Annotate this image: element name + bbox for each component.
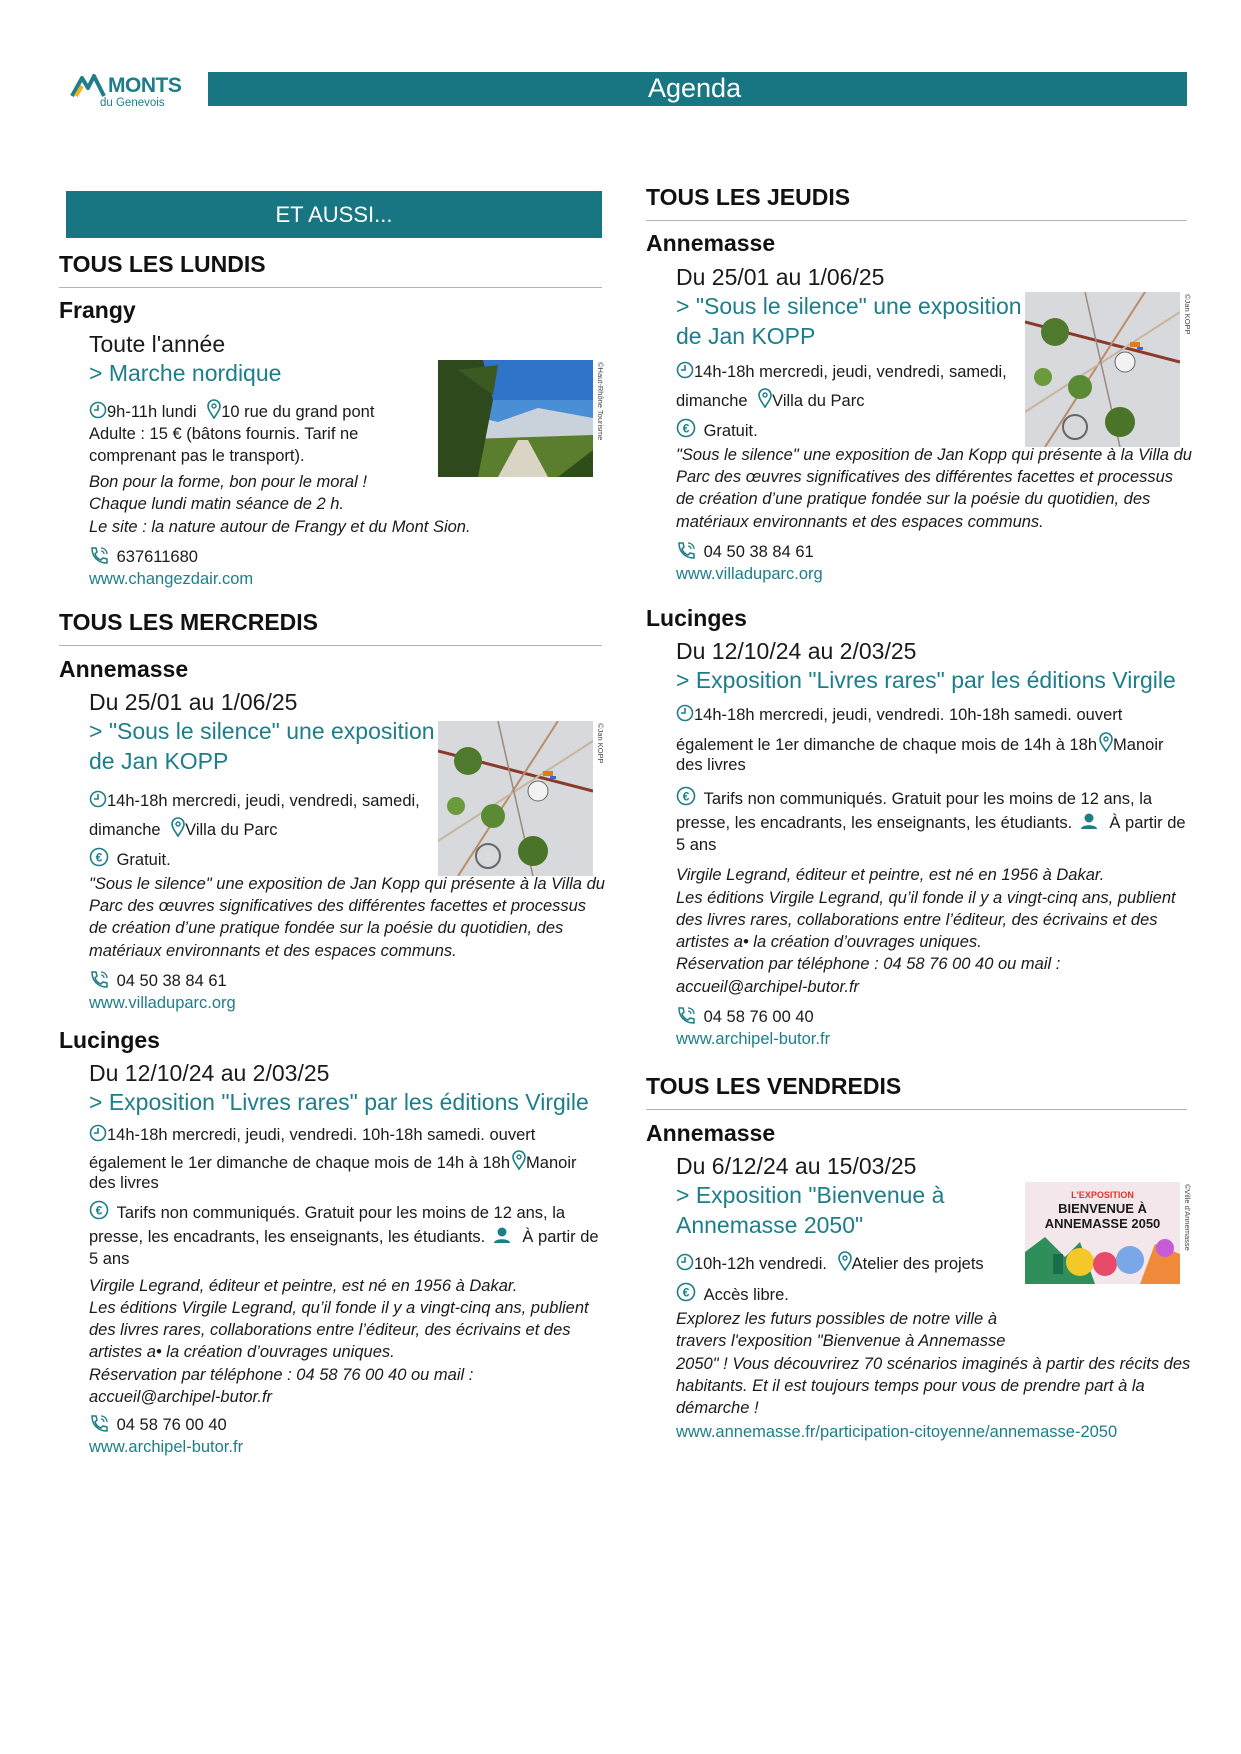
event-website-link[interactable]: www.archipel-butor.fr	[89, 1438, 244, 1456]
event-time-line	[676, 704, 1122, 727]
event-place-line	[89, 817, 277, 842]
event-description: démarche !	[676, 1399, 759, 1417]
event-description: des livres rares, collaborations entre l’éditeur, des écrivains et des	[676, 911, 1158, 929]
event-title-link[interactable]: > Exposition "Livres rares" par les éditions Virgile	[676, 667, 1176, 693]
event-description: de création d’une pratique fondée sur la poésie du quotidien, des	[89, 919, 564, 937]
map-pin-icon	[207, 399, 221, 419]
event-price-cont: presse, les encadrants, les enseignants, les étudiants.	[89, 1228, 486, 1246]
event-phone-line	[676, 541, 814, 564]
nordic-walk-photo	[438, 360, 593, 477]
event-place: Villa du Parc	[185, 821, 278, 839]
event-time: 14h-18h mercredi, jeudi, vendredi. 10h-18h samedi. ouvert	[107, 1126, 536, 1144]
event-description: Le site : la nature autour de Frangy et du Mont Sion.	[89, 518, 471, 536]
event-description: 2050" ! Vous découvrirez 70 scénarios imaginés à partir des récits des	[676, 1355, 1191, 1373]
event-place-line	[676, 388, 864, 413]
clock-icon	[676, 704, 694, 722]
event-phone: 04 58 76 00 40	[116, 1416, 227, 1434]
jan-kopp-artwork-photo	[438, 721, 593, 876]
event-description: accueil@archipel-butor.fr	[676, 978, 860, 996]
event-price-line	[676, 1282, 789, 1307]
poster-title-line: ANNEMASSE 2050	[1044, 1216, 1161, 1231]
event-date: Toute l'année	[89, 331, 226, 357]
map-pin-icon	[1099, 732, 1113, 752]
event-description: matériaux environnants et des espaces communs.	[89, 942, 457, 960]
divider	[59, 287, 602, 288]
event-time-line	[89, 1124, 535, 1147]
event-description: accueil@archipel-butor.fr	[89, 1388, 273, 1406]
euro-icon	[676, 786, 696, 806]
event-place: Manoir	[1113, 736, 1164, 754]
person-icon	[492, 1226, 512, 1244]
agenda-header-bar	[208, 72, 1187, 106]
euro-icon	[676, 1282, 696, 1302]
event-description: habitants. Et il est toujours temps pour vous de prendre part à la	[676, 1377, 1145, 1395]
event-date: Du 25/01 au 1/06/25	[676, 264, 885, 290]
town-name: Frangy	[59, 297, 136, 323]
map-pin-icon	[758, 388, 772, 408]
event-website-link[interactable]: www.villaduparc.org	[676, 565, 823, 583]
event-description: Virgile Legrand, éditeur et peintre, est né en 1956 à Dakar.	[676, 866, 1105, 884]
euro-icon	[676, 418, 696, 438]
town-name: Annemasse	[59, 656, 189, 682]
event-website-link[interactable]: www.archipel-butor.fr	[676, 1030, 831, 1048]
euro-icon	[89, 1200, 109, 1220]
event-phone-line	[89, 970, 227, 993]
event-description: de création d’une pratique fondée sur la poésie du quotidien, des	[676, 490, 1151, 508]
event-date: Du 25/01 au 1/06/25	[89, 689, 298, 715]
event-phone: 04 50 38 84 61	[116, 972, 227, 990]
event-title-line: de Jan KOPP	[676, 323, 816, 349]
town-name: Annemasse	[646, 1120, 776, 1146]
event-price-line: Adulte : 15 € (bâtons fournis. Tarif ne	[89, 425, 359, 443]
phone-icon	[676, 1006, 696, 1024]
event-description: Parc des œuvres significatives des différentes facettes et processus	[89, 897, 587, 915]
town-name: Lucinges	[59, 1027, 160, 1053]
event-time: 9h-11h lundi	[107, 403, 197, 421]
clock-icon	[676, 1253, 694, 1271]
event-price-line	[676, 812, 1186, 835]
clock-icon	[676, 361, 694, 379]
event-price-line	[89, 847, 171, 872]
event-price: Tarifs non communiqués. Gratuit pour les moins de 12 ans, la	[116, 1204, 566, 1222]
annemasse-2050-poster	[1025, 1182, 1180, 1284]
day-heading-mercredis: TOUS LES MERCREDIS	[59, 609, 318, 635]
event-description: artistes a• la création d’ouvrages uniques.	[676, 933, 982, 951]
event-price-line: comprenant pas le transport).	[89, 447, 305, 465]
event-title-link[interactable]: > Exposition "Livres rares" par les éditions Virgile	[89, 1089, 589, 1115]
event-description: Réservation par téléphone : 04 58 76 00 40 ou mail :	[89, 1366, 474, 1384]
photo-credit: ©Ville d'Annemasse	[1183, 1184, 1192, 1251]
event-phone: 04 58 76 00 40	[703, 1008, 814, 1026]
event-description: Virgile Legrand, éditeur et peintre, est né en 1956 à Dakar.	[89, 1277, 518, 1295]
event-title-link[interactable]	[676, 1180, 944, 1240]
event-phone-line	[89, 546, 198, 569]
event-age-cont: 5 ans	[676, 836, 717, 854]
logo-text-monts: MONTS	[108, 74, 182, 97]
day-heading-jeudis: TOUS LES JEUDIS	[646, 184, 851, 210]
event-price-line	[89, 1200, 565, 1225]
event-description: travers l'exposition "Bienvenue à Annemasse	[676, 1332, 1006, 1350]
page-title: Agenda	[648, 73, 742, 103]
svg-text:€: €	[95, 1203, 103, 1218]
event-place: Manoir	[526, 1154, 577, 1172]
event-description: Parc des œuvres significatives des différentes facettes et processus	[676, 468, 1174, 486]
event-place: Villa du Parc	[772, 392, 865, 410]
event-description: Chaque lundi matin séance de 2 h.	[89, 495, 345, 513]
event-place-line	[89, 1150, 576, 1175]
event-price-line	[89, 1226, 599, 1249]
event-time-line	[676, 361, 1007, 384]
event-title-line: de Jan KOPP	[89, 748, 229, 774]
event-place: 10 rue du grand pont	[221, 403, 375, 421]
et-aussi-banner: ET AUSSI...	[66, 191, 602, 238]
svg-text:€: €	[682, 1285, 690, 1300]
event-price-cont: presse, les encadrants, les enseignants, les étudiants.	[676, 814, 1073, 832]
event-age: À partir de	[522, 1228, 599, 1246]
photo-credit: ©Jan KOPP	[1183, 294, 1192, 335]
event-title-line: > Exposition "Bienvenue à	[676, 1182, 945, 1208]
event-age-cont: 5 ans	[89, 1250, 130, 1268]
event-title-line: > "Sous le silence" une exposition	[89, 718, 435, 744]
event-place-cont: des livres	[676, 756, 746, 774]
event-place-line	[676, 732, 1163, 757]
photo-credit: ©Haut-Rhône Tourisme	[596, 362, 605, 441]
event-date: Du 6/12/24 au 15/03/25	[676, 1153, 917, 1179]
person-icon	[1079, 812, 1099, 830]
map-pin-icon	[171, 817, 185, 837]
event-price: Tarifs non communiqués. Gratuit pour les moins de 12 ans, la	[703, 790, 1153, 808]
event-time: 14h-18h mercredi, jeudi, vendredi, samedi,	[107, 792, 420, 810]
event-website-link[interactable]: www.villaduparc.org	[89, 994, 236, 1012]
event-time-cont: dimanche	[89, 821, 161, 839]
event-title-link[interactable]	[676, 291, 1022, 351]
event-description: "Sous le silence" une exposition de Jan Kopp qui présente à la Villa du	[676, 446, 1192, 464]
event-description: matériaux environnants et des espaces communs.	[676, 513, 1044, 531]
event-phone-line	[676, 1006, 814, 1029]
clock-icon	[89, 790, 107, 808]
event-date: Du 12/10/24 au 2/03/25	[89, 1060, 330, 1086]
event-time-cont: dimanche	[676, 392, 748, 410]
day-heading-vendredis: TOUS LES VENDREDIS	[646, 1073, 902, 1099]
event-description: des livres rares, collaborations entre l’éditeur, des écrivains et des	[89, 1321, 571, 1339]
clock-icon	[89, 1124, 107, 1142]
event-phone: 637611680	[116, 548, 198, 566]
event-description: artistes a• la création d’ouvrages uniques.	[89, 1343, 395, 1361]
divider	[59, 645, 602, 646]
event-website-link[interactable]: www.annemasse.fr/participation-citoyenne/annemasse-2050	[676, 1423, 1118, 1441]
logo-text-genevois: du Genevois	[100, 97, 165, 109]
event-time: 14h-18h mercredi, jeudi, vendredi, samedi,	[694, 363, 1007, 381]
map-pin-icon	[838, 1251, 852, 1271]
event-title-line: Annemasse 2050"	[676, 1212, 864, 1238]
event-price: Accès libre.	[703, 1286, 789, 1304]
event-description: Les éditions Virgile Legrand, qu’il fonde il y a vingt-cinq ans, publient	[676, 889, 1176, 907]
town-name: Annemasse	[646, 230, 776, 256]
mountain-logo-icon	[70, 72, 110, 100]
map-pin-icon	[512, 1150, 526, 1170]
event-price-line	[676, 786, 1152, 811]
event-phone-line	[89, 1414, 227, 1437]
day-heading-lundis: TOUS LES LUNDIS	[59, 251, 266, 277]
event-title-link[interactable]	[89, 716, 435, 776]
town-name: Lucinges	[646, 605, 747, 631]
event-description: "Sous le silence" une exposition de Jan Kopp qui présente à la Villa du	[89, 875, 605, 893]
event-age: À partir de	[1109, 814, 1186, 832]
svg-text:€: €	[682, 421, 690, 436]
event-date: Du 12/10/24 au 2/03/25	[676, 638, 917, 664]
photo-credit: ©Jan KOPP	[596, 723, 605, 764]
event-website-link[interactable]: www.changezdair.com	[89, 570, 254, 588]
poster-kicker: L'EXPOSITION	[1071, 1190, 1134, 1200]
poster-title-line: BIENVENUE À	[1058, 1201, 1147, 1216]
jan-kopp-artwork-photo	[1025, 292, 1180, 447]
event-time-cont: également le 1er dimanche de chaque mois de 14h à 18h	[89, 1154, 511, 1172]
clock-icon	[89, 401, 107, 419]
phone-icon	[89, 546, 109, 564]
event-title-link[interactable]: > Marche nordique	[89, 360, 282, 386]
divider	[646, 220, 1187, 221]
phone-icon	[89, 1414, 109, 1432]
event-place-cont: des livres	[89, 1174, 159, 1192]
event-price: Gratuit.	[703, 422, 758, 440]
svg-text:€: €	[95, 850, 103, 865]
event-price-line	[676, 418, 758, 443]
event-description: Réservation par téléphone : 04 58 76 00 40 ou mail :	[676, 955, 1061, 973]
monts-du-genevois-logo	[70, 72, 182, 112]
svg-text:€: €	[682, 789, 690, 804]
event-title-line: > "Sous le silence" une exposition	[676, 293, 1022, 319]
event-description: Bon pour la forme, bon pour le moral !	[89, 473, 367, 491]
event-price: Gratuit.	[116, 851, 171, 869]
event-time: 10h-12h vendredi.	[694, 1255, 828, 1273]
divider	[646, 1109, 1187, 1110]
event-phone: 04 50 38 84 61	[703, 543, 814, 561]
event-time-cont: également le 1er dimanche de chaque mois de 14h à 18h	[676, 736, 1098, 754]
event-time-line	[89, 399, 374, 424]
event-time-line	[89, 790, 420, 813]
phone-icon	[89, 970, 109, 988]
euro-icon	[89, 847, 109, 867]
event-description: Explorez les futurs possibles de notre ville à	[676, 1310, 997, 1328]
event-place: Atelier des projets	[851, 1255, 984, 1273]
event-time-line	[676, 1251, 984, 1276]
event-time: 14h-18h mercredi, jeudi, vendredi. 10h-18h samedi. ouvert	[694, 706, 1123, 724]
phone-icon	[676, 541, 696, 559]
event-description: Les éditions Virgile Legrand, qu’il fonde il y a vingt-cinq ans, publient	[89, 1299, 589, 1317]
